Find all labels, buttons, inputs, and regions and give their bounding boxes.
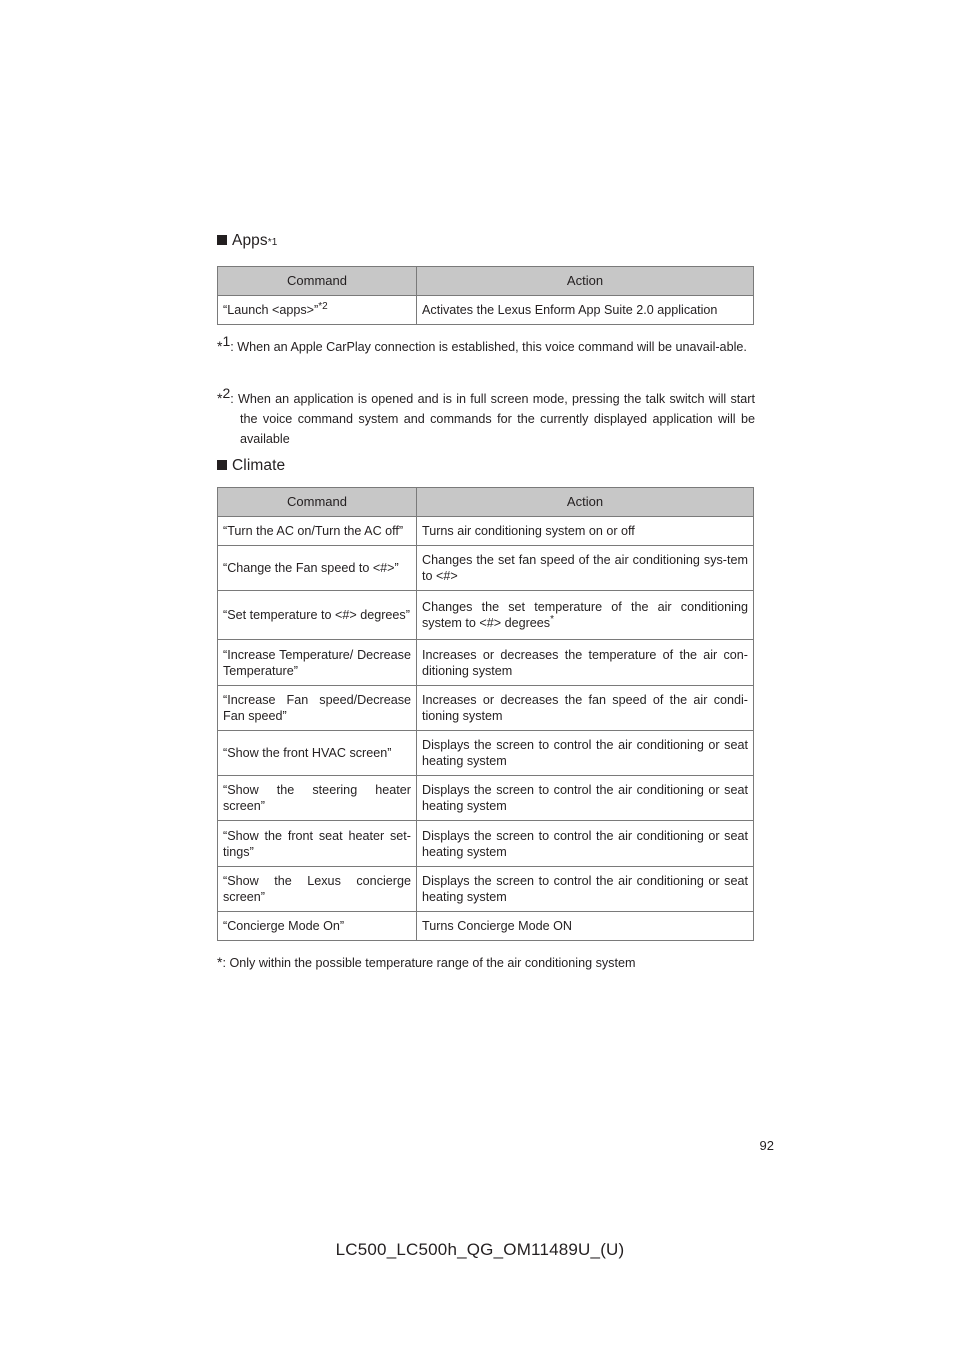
document-footer-code: LC500_LC500h_QG_OM11489U_(U) [335, 1240, 625, 1259]
apps-footnote-1: *$^1$: When an Apple CarPlay connection is established, this voice command will be unavail-able. [217, 332, 747, 354]
apps-section-title: Apps *1 [217, 232, 277, 250]
apps-footnote-2: *$^2$: When an application is opened and is in full screen mode, pressing the talk switch will start the voice command system and commands for the currently displayed application will be available [217, 384, 755, 446]
table-row [218, 912, 754, 941]
climate-header-command: Command [218, 488, 417, 517]
climate-table-header [218, 488, 754, 517]
table-row [218, 546, 754, 591]
action-cell: Displays the screen to control the air conditioning or seat heating system [417, 731, 754, 776]
apps-title-text: Apps [232, 232, 268, 249]
table-row [218, 731, 754, 776]
section-bullet-icon [217, 235, 227, 245]
table-row [218, 776, 754, 821]
action-cell: Changes the set fan speed of the air conditioning sys-tem to <#> [417, 546, 754, 591]
apps-header-action: Action [417, 267, 754, 296]
action-cell: Displays the screen to control the air conditioning or seat heating system [417, 821, 754, 867]
action-cell: Turns air conditioning system on or off [417, 517, 754, 546]
command-cell: “Launch <apps>”$^{*2}$ [218, 296, 417, 325]
apps-table [217, 266, 754, 325]
command-cell: “Show the steering heater screen” [218, 776, 417, 821]
command-cell: “Concierge Mode On” [218, 912, 417, 941]
climate-table [217, 487, 754, 941]
table-row [218, 296, 754, 325]
command-cell: “Show the front HVAC screen” [218, 731, 417, 776]
section-bullet-icon [217, 460, 227, 470]
table-row [218, 686, 754, 731]
climate-section-title [217, 457, 285, 475]
page-number: 92 [759, 1138, 774, 1153]
action-cell: Activates the Lexus Enform App Suite 2.0 application [417, 296, 754, 325]
apps-header-command: Command [218, 267, 417, 296]
command-cell: “Increase Fan speed/Decrease Fan speed” [218, 686, 417, 731]
command-cell: “Change the Fan speed to <#>” [218, 546, 417, 591]
command-cell: “Increase Temperature/ Decrease Temperature” [218, 640, 417, 686]
action-cell: Increases or decreases the fan speed of the air condi-tioning system [417, 686, 754, 731]
table-row [218, 867, 754, 912]
command-cell: “Set temperature to <#> degrees” [218, 591, 417, 640]
table-row [218, 517, 754, 546]
action-cell: Increases or decreases the temperature of the air con-ditioning system [417, 640, 754, 686]
action-cell: Displays the screen to control the air conditioning or seat heating system [417, 867, 754, 912]
climate-title-text: Climate [232, 457, 286, 474]
action-cell: Turns Concierge Mode ON [417, 912, 754, 941]
climate-footnote: *: Only within the possible temperature range of the air conditioning system [217, 954, 636, 970]
command-cell: “Show the front seat heater set-tings” [218, 821, 417, 867]
action-cell: Changes the set temperature of the air conditioning system to <#> degrees* [417, 591, 754, 640]
apps-table-header [218, 267, 754, 296]
command-cell: “Turn the AC on/Turn the AC off” [218, 517, 417, 546]
table-row [218, 640, 754, 686]
table-row [218, 821, 754, 867]
table-row [218, 591, 754, 640]
command-cell: “Show the Lexus concierge screen” [218, 867, 417, 912]
action-cell: Displays the screen to control the air conditioning or seat heating system [417, 776, 754, 821]
climate-header-action: Action [417, 488, 754, 517]
